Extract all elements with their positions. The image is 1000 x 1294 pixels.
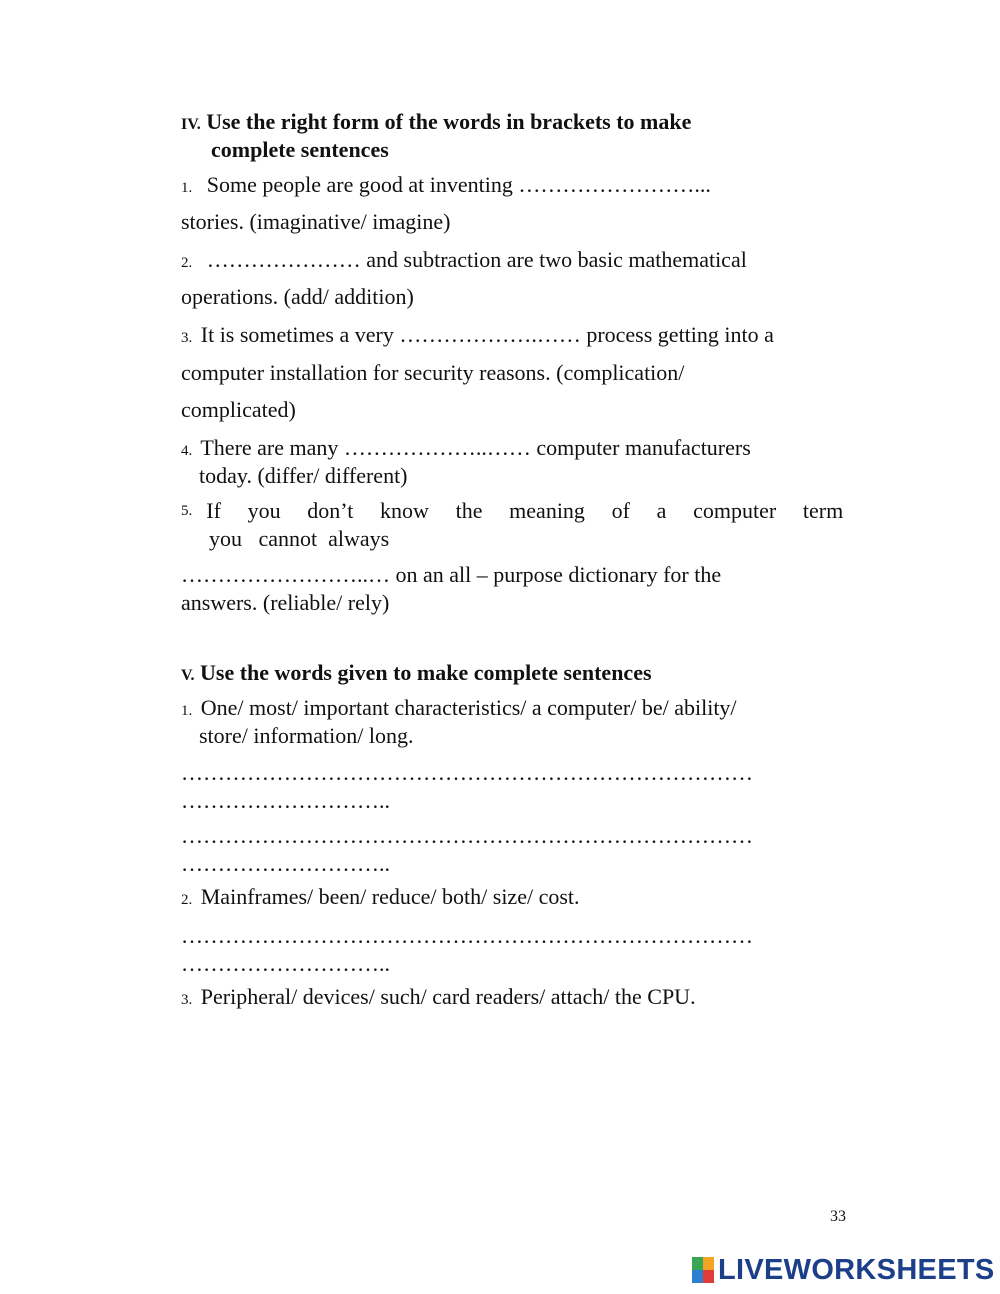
s5-item1-line1 — [181, 694, 737, 725]
s4-item2-number: 2. — [181, 255, 193, 271]
logo-square-icon — [692, 1257, 703, 1270]
answer-dots-short: ……………………….. — [181, 851, 390, 876]
s5-item3-number: 3. — [181, 992, 193, 1008]
answer-dots-long: …………………………………………………………………… — [181, 760, 753, 785]
s4-item5-word: meaning — [509, 498, 585, 523]
s4-item3-text: It is sometimes a very ……………….…… process getting into a — [200, 322, 774, 347]
answer-dots-long: …………………………………………………………………… — [181, 823, 753, 848]
s5-item1-text: One/ most/ important characteristics/ a computer/ be/ ability/ — [200, 695, 737, 720]
s4-item5-word: computer — [693, 498, 777, 523]
logo-square-icon — [703, 1270, 714, 1283]
s4-item5-word: you — [247, 498, 281, 523]
s4-item5-word: of — [611, 498, 630, 523]
s4-item5-word: know — [380, 498, 429, 523]
s4-item1-line1 — [181, 171, 711, 202]
answer-dots-short: ……………………….. — [181, 951, 390, 976]
logo-square-icon — [692, 1270, 703, 1283]
s4-item4-line2: today. (differ/ different) — [199, 463, 408, 488]
page-number: 33 — [830, 1208, 846, 1225]
s4-item5-word: don’t — [307, 498, 354, 523]
s4-item5-line3: ……………………..… on an all – purpose dictionary for the — [181, 562, 722, 587]
section5-roman-numeral: V. — [181, 667, 195, 684]
s4-item5-line1 — [181, 497, 843, 525]
s5-item3-text: Peripheral/ devices/ such/ card readers/ attach/ the CPU. — [200, 984, 696, 1009]
s5-item2-number: 2. — [181, 892, 193, 908]
s5-item1-line2: store/ information/ long. — [199, 723, 414, 748]
s4-item1-number: 1. — [181, 180, 193, 196]
s4-item2-line1 — [181, 246, 747, 277]
s5-item2-line1 — [181, 883, 580, 914]
s4-item3-line1 — [181, 321, 774, 352]
s4-item5-number: 5. — [181, 503, 193, 519]
s4-item5-line2: you cannot always — [209, 526, 390, 551]
s4-item5-line4: answers. (reliable/ rely) — [181, 590, 390, 615]
s4-item3-line3: complicated) — [181, 397, 296, 422]
s4-item1-line2: stories. (imaginative/ imagine) — [181, 209, 451, 234]
s4-item5-word: a — [656, 498, 667, 523]
logo-square-icon — [703, 1257, 714, 1270]
s5-item2-text: Mainframes/ been/ reduce/ both/ size/ cost. — [200, 884, 580, 909]
s4-item3-number: 3. — [181, 330, 193, 346]
s4-item5-word: the — [455, 498, 483, 523]
s4-item1-text: Some people are good at inventing ……………………... — [206, 172, 711, 197]
answer-dots-short: ……………………….. — [181, 788, 390, 813]
s4-item4-text: There are many ………………..…… computer manufacturers — [200, 435, 751, 460]
section4-heading-line1 — [181, 108, 691, 139]
section5-heading: Use the words given to make complete sentences — [200, 660, 652, 685]
s5-item3-line1 — [181, 983, 696, 1014]
s4-item4-line1 — [181, 434, 751, 465]
s4-item5-word: term — [802, 498, 844, 523]
liveworksheets-logo[interactable] — [692, 1253, 995, 1287]
section5-heading-line — [181, 659, 652, 690]
section4-heading: Use the right form of the words in brackets to make — [206, 109, 692, 134]
s4-item4-number: 4. — [181, 443, 193, 459]
s4-item3-line2: computer installation for security reasons. (complication/ — [181, 360, 685, 385]
liveworksheets-logo-icon — [692, 1257, 714, 1283]
s4-item2-line2: operations. (add/ addition) — [181, 284, 414, 309]
s5-item1-number: 1. — [181, 703, 193, 719]
s4-item2-text: ………………… and subtraction are two basic mathematical — [206, 247, 747, 272]
section4-roman-numeral: IV. — [181, 116, 201, 133]
s4-item5-word: If — [206, 498, 221, 523]
section4-heading-line2: complete sentences — [211, 137, 389, 162]
s4-item5-text — [206, 497, 843, 525]
answer-dots-long: …………………………………………………………………… — [181, 923, 753, 948]
brand-name: LIVEWORKSHEETS — [718, 1253, 995, 1286]
